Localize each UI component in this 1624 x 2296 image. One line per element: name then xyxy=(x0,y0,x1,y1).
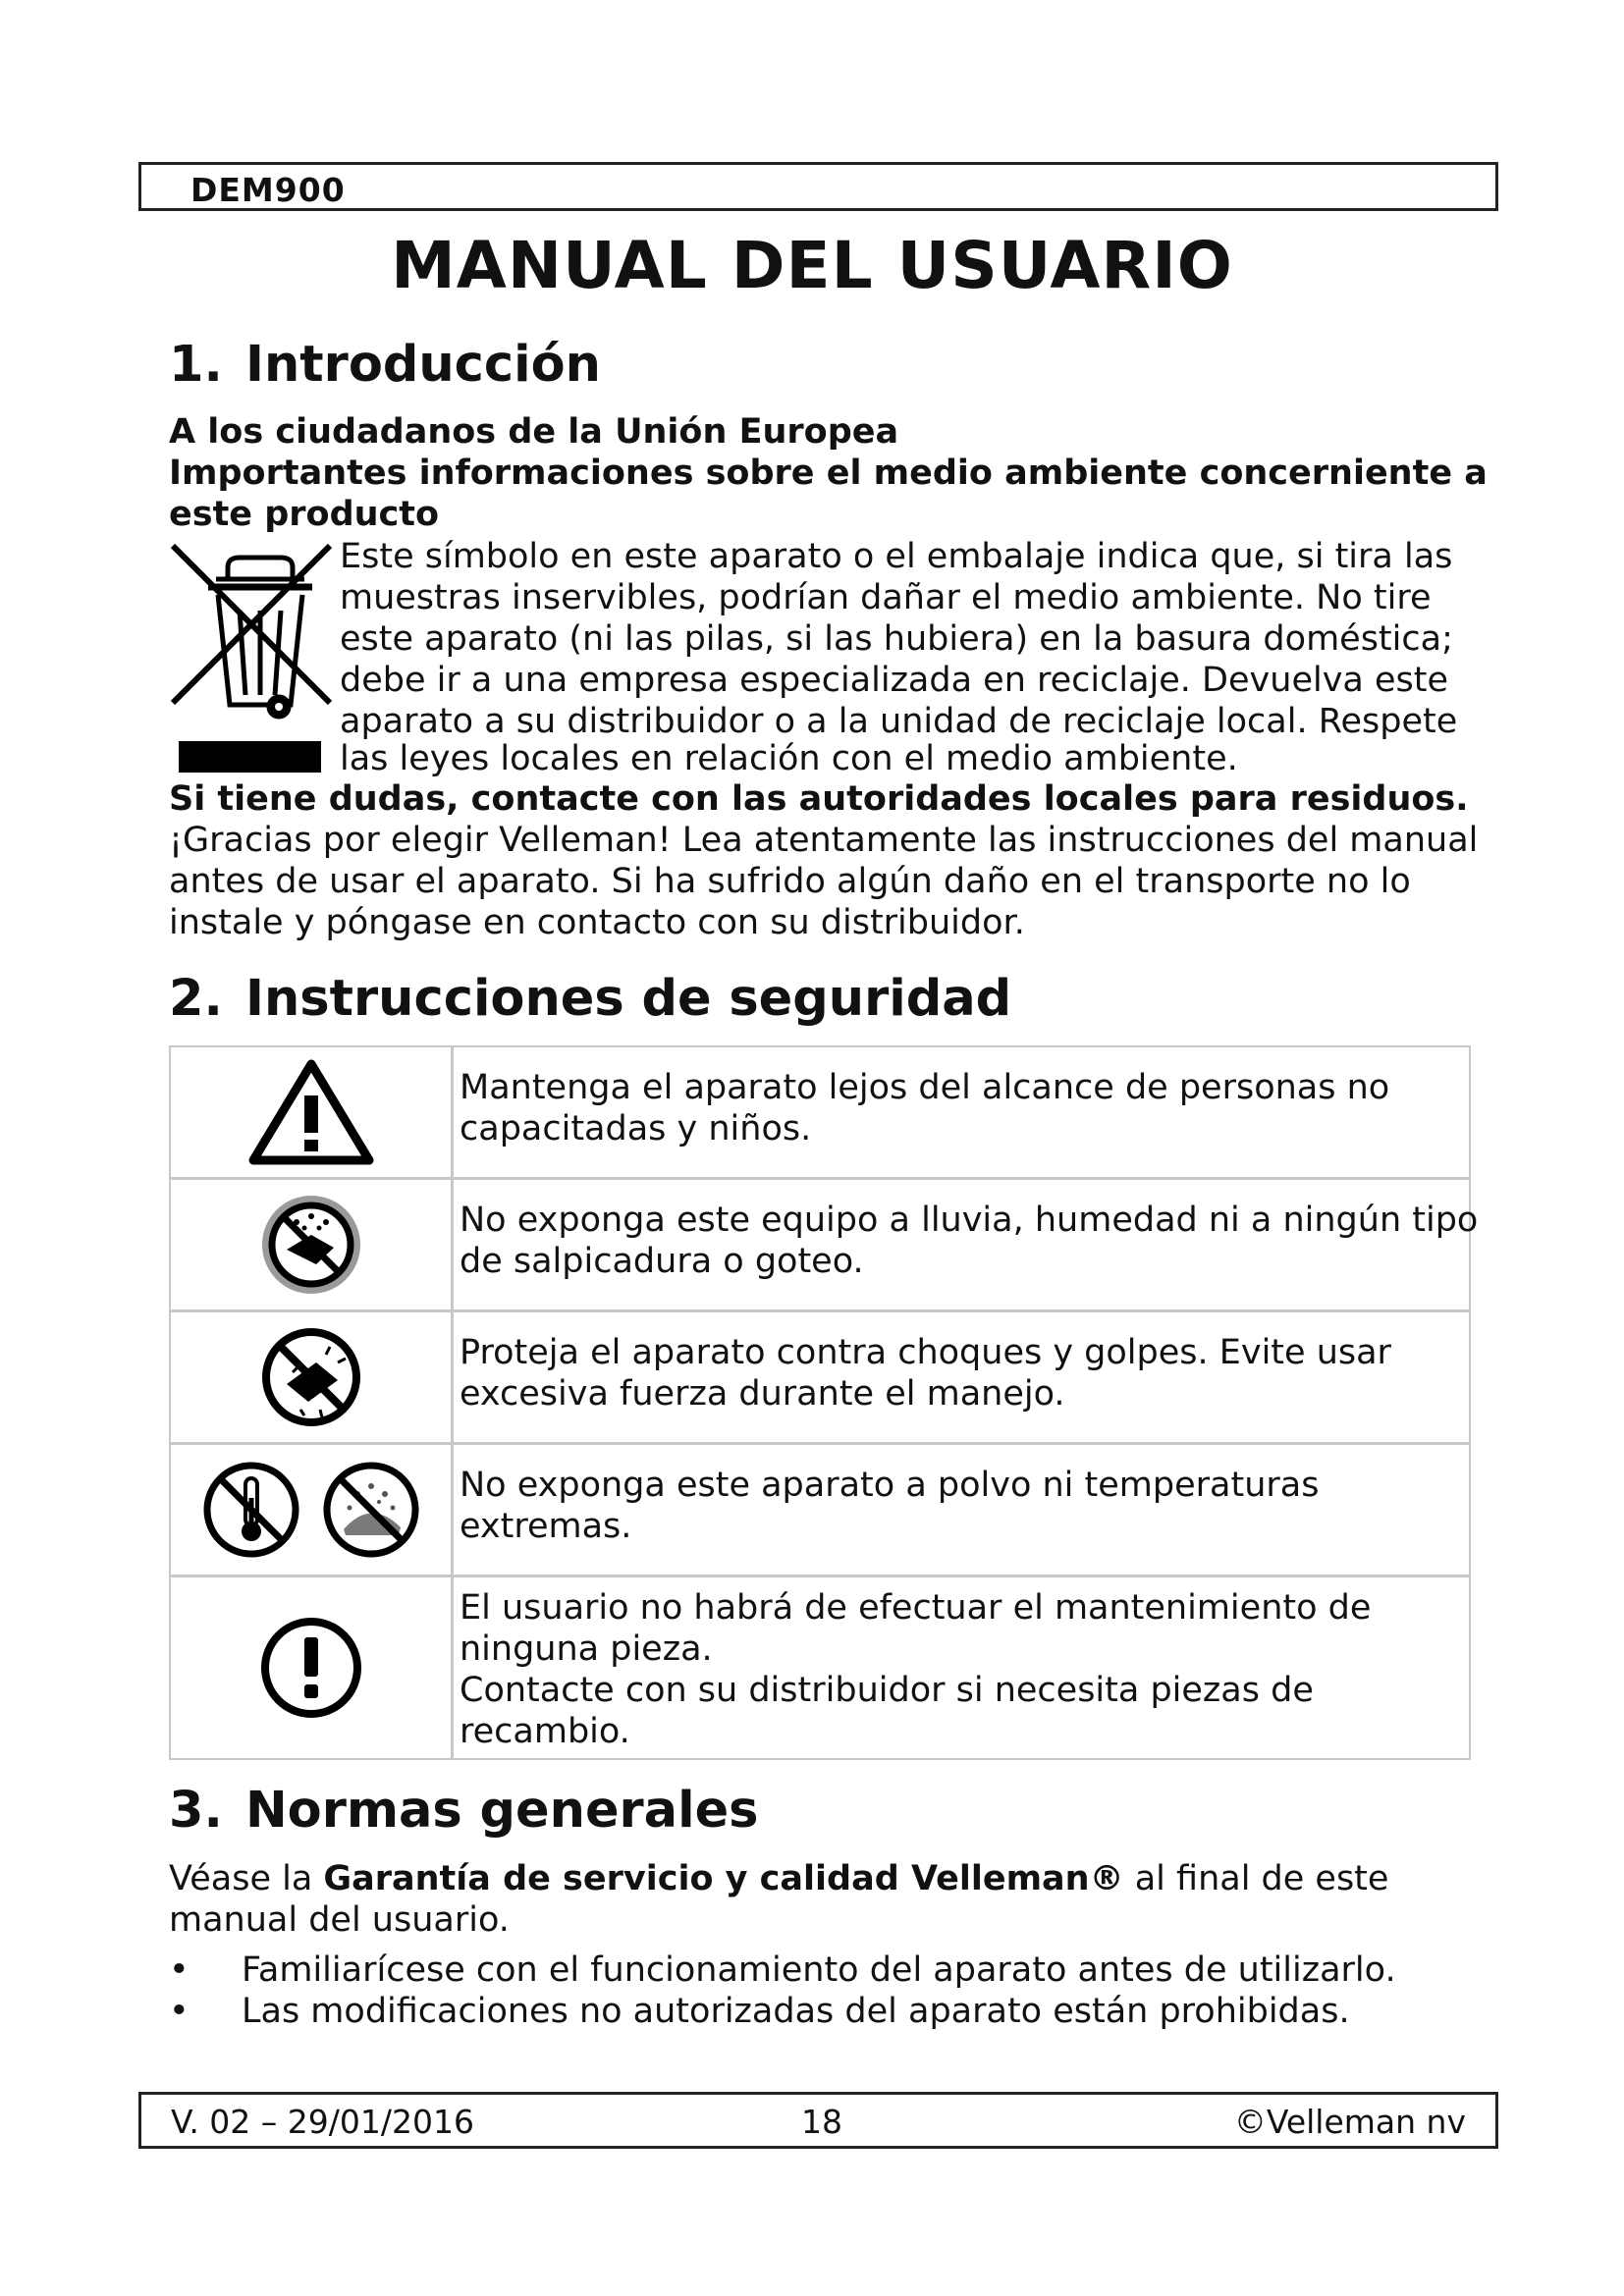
icon-cell xyxy=(171,1047,454,1177)
thanks-line: ¡Gracias por elegir Velleman! Lea atentamente las instrucciones del manual xyxy=(169,821,1479,860)
table-row xyxy=(171,1577,1469,1758)
safety-line: Proteja el aparato contra choques y golpes. Evite usar xyxy=(460,1333,1391,1372)
weee-text-line: aparato a su distribuidor o a la unidad de reciclaje local. Respete xyxy=(340,702,1458,741)
safety-line: El usuario no habrá de efectuar el mantenimiento de xyxy=(460,1588,1372,1628)
table-row xyxy=(171,1312,1469,1445)
icon-cell xyxy=(171,1445,454,1575)
section-general-heading xyxy=(169,1782,759,1840)
safety-line: extremas. xyxy=(460,1507,632,1546)
thanks-line: instale y póngase en contacto con su distribuidor. xyxy=(169,903,1025,942)
model-label: DEM900 xyxy=(190,171,346,209)
warning-triangle-icon xyxy=(247,1058,375,1166)
no-temperature-icon xyxy=(200,1459,302,1561)
general-intro-line xyxy=(169,1858,1388,1899)
general-intro-line-2: manual del usuario. xyxy=(169,1900,510,1940)
weee-text-line: las leyes locales en relación con el medio ambiente. xyxy=(340,739,1238,778)
weee-text-line: debe ir a una empresa especializada en reciclaje. Devuelva este xyxy=(340,661,1449,700)
list-item-text: Familiarícese con el funcionamiento del aparato antes de utilizarlo. xyxy=(242,1950,1396,1990)
safety-text xyxy=(460,1332,1461,1415)
section-title: Instrucciones de seguridad xyxy=(245,970,1012,1028)
safety-text xyxy=(460,1067,1461,1149)
section-intro-heading xyxy=(169,336,601,394)
no-water-icon xyxy=(257,1191,365,1299)
safety-line: capacitadas y niños. xyxy=(460,1109,812,1148)
safety-line: de salpicadura o goteo. xyxy=(460,1242,864,1281)
section-number: 1. xyxy=(169,336,223,394)
safety-line: No exponga este aparato a polvo ni temperaturas xyxy=(460,1466,1320,1505)
safety-line: recambio. xyxy=(460,1712,630,1751)
footer-page-number: 18 xyxy=(801,2103,842,2141)
weee-text-line: Este símbolo en este aparato o el embalaje indica que, si tira las xyxy=(340,537,1453,576)
safety-line: No exponga este equipo a lluvia, humedad ni a ningún tipo xyxy=(460,1201,1479,1240)
table-row xyxy=(171,1445,1469,1577)
warranty-reference: Garantía de servicio y calidad Velleman® xyxy=(323,1859,1124,1898)
doubt-line: Si tiene dudas, contacte con las autoridades locales para residuos. xyxy=(169,779,1469,819)
footer-version: V. 02 – 29/01/2016 xyxy=(171,2103,474,2141)
general-intro-post: al final de este xyxy=(1123,1859,1389,1898)
safety-line: Contacte con su distribuidor si necesita piezas de xyxy=(460,1671,1314,1710)
table-row xyxy=(171,1180,1479,1312)
safety-text xyxy=(460,1200,1479,1282)
safety-text xyxy=(460,1465,1461,1547)
safety-line: ninguna pieza. xyxy=(460,1629,713,1669)
env-heading-line-1: Importantes informaciones sobre el medio ambiente concerniente a xyxy=(169,454,1488,493)
exclamation-circle-icon xyxy=(257,1614,365,1722)
weee-bin-icon xyxy=(169,540,336,779)
no-shock-icon xyxy=(257,1323,365,1431)
section-number: 2. xyxy=(169,970,223,1028)
header-box xyxy=(138,162,1498,211)
safety-text xyxy=(460,1587,1461,1752)
env-heading-line-2: este producto xyxy=(169,495,440,534)
footer-box xyxy=(138,2092,1498,2149)
bullet-marker: • xyxy=(169,1992,189,2031)
eu-heading: A los ciudadanos de la Unión Europea xyxy=(169,412,899,452)
page-title: MANUAL DEL USUARIO xyxy=(391,228,1233,303)
icon-cell xyxy=(171,1577,454,1758)
list-item xyxy=(169,1949,1396,1991)
list-item-text: Las modificaciones no autorizadas del aparato están prohibidas. xyxy=(242,1992,1350,2031)
general-intro-pre: Véase la xyxy=(169,1859,324,1898)
icon-cell xyxy=(171,1312,454,1442)
section-title: Normas generales xyxy=(245,1782,759,1840)
section-title: Introducción xyxy=(245,336,601,394)
list-item xyxy=(169,1991,1350,2032)
section-number: 3. xyxy=(169,1782,223,1840)
bullet-marker: • xyxy=(169,1950,189,1990)
safety-line: excesiva fuerza durante el manejo. xyxy=(460,1374,1065,1414)
section-safety-heading xyxy=(169,970,1011,1028)
table-row xyxy=(171,1047,1469,1180)
no-dust-icon xyxy=(320,1459,422,1561)
safety-line: Mantenga el aparato lejos del alcance de personas no xyxy=(460,1068,1390,1107)
icon-cell xyxy=(171,1180,454,1309)
footer-copyright: ©Velleman nv xyxy=(1233,2103,1466,2141)
weee-text-line: muestras inservibles, podrían dañar el medio ambiente. No tire xyxy=(340,578,1432,617)
thanks-line: antes de usar el aparato. Si ha sufrido algún daño en el transporte no lo xyxy=(169,862,1411,901)
safety-table xyxy=(169,1045,1479,1760)
weee-text-line: este aparato (ni las pilas, si las hubiera) en la basura doméstica; xyxy=(340,619,1453,659)
